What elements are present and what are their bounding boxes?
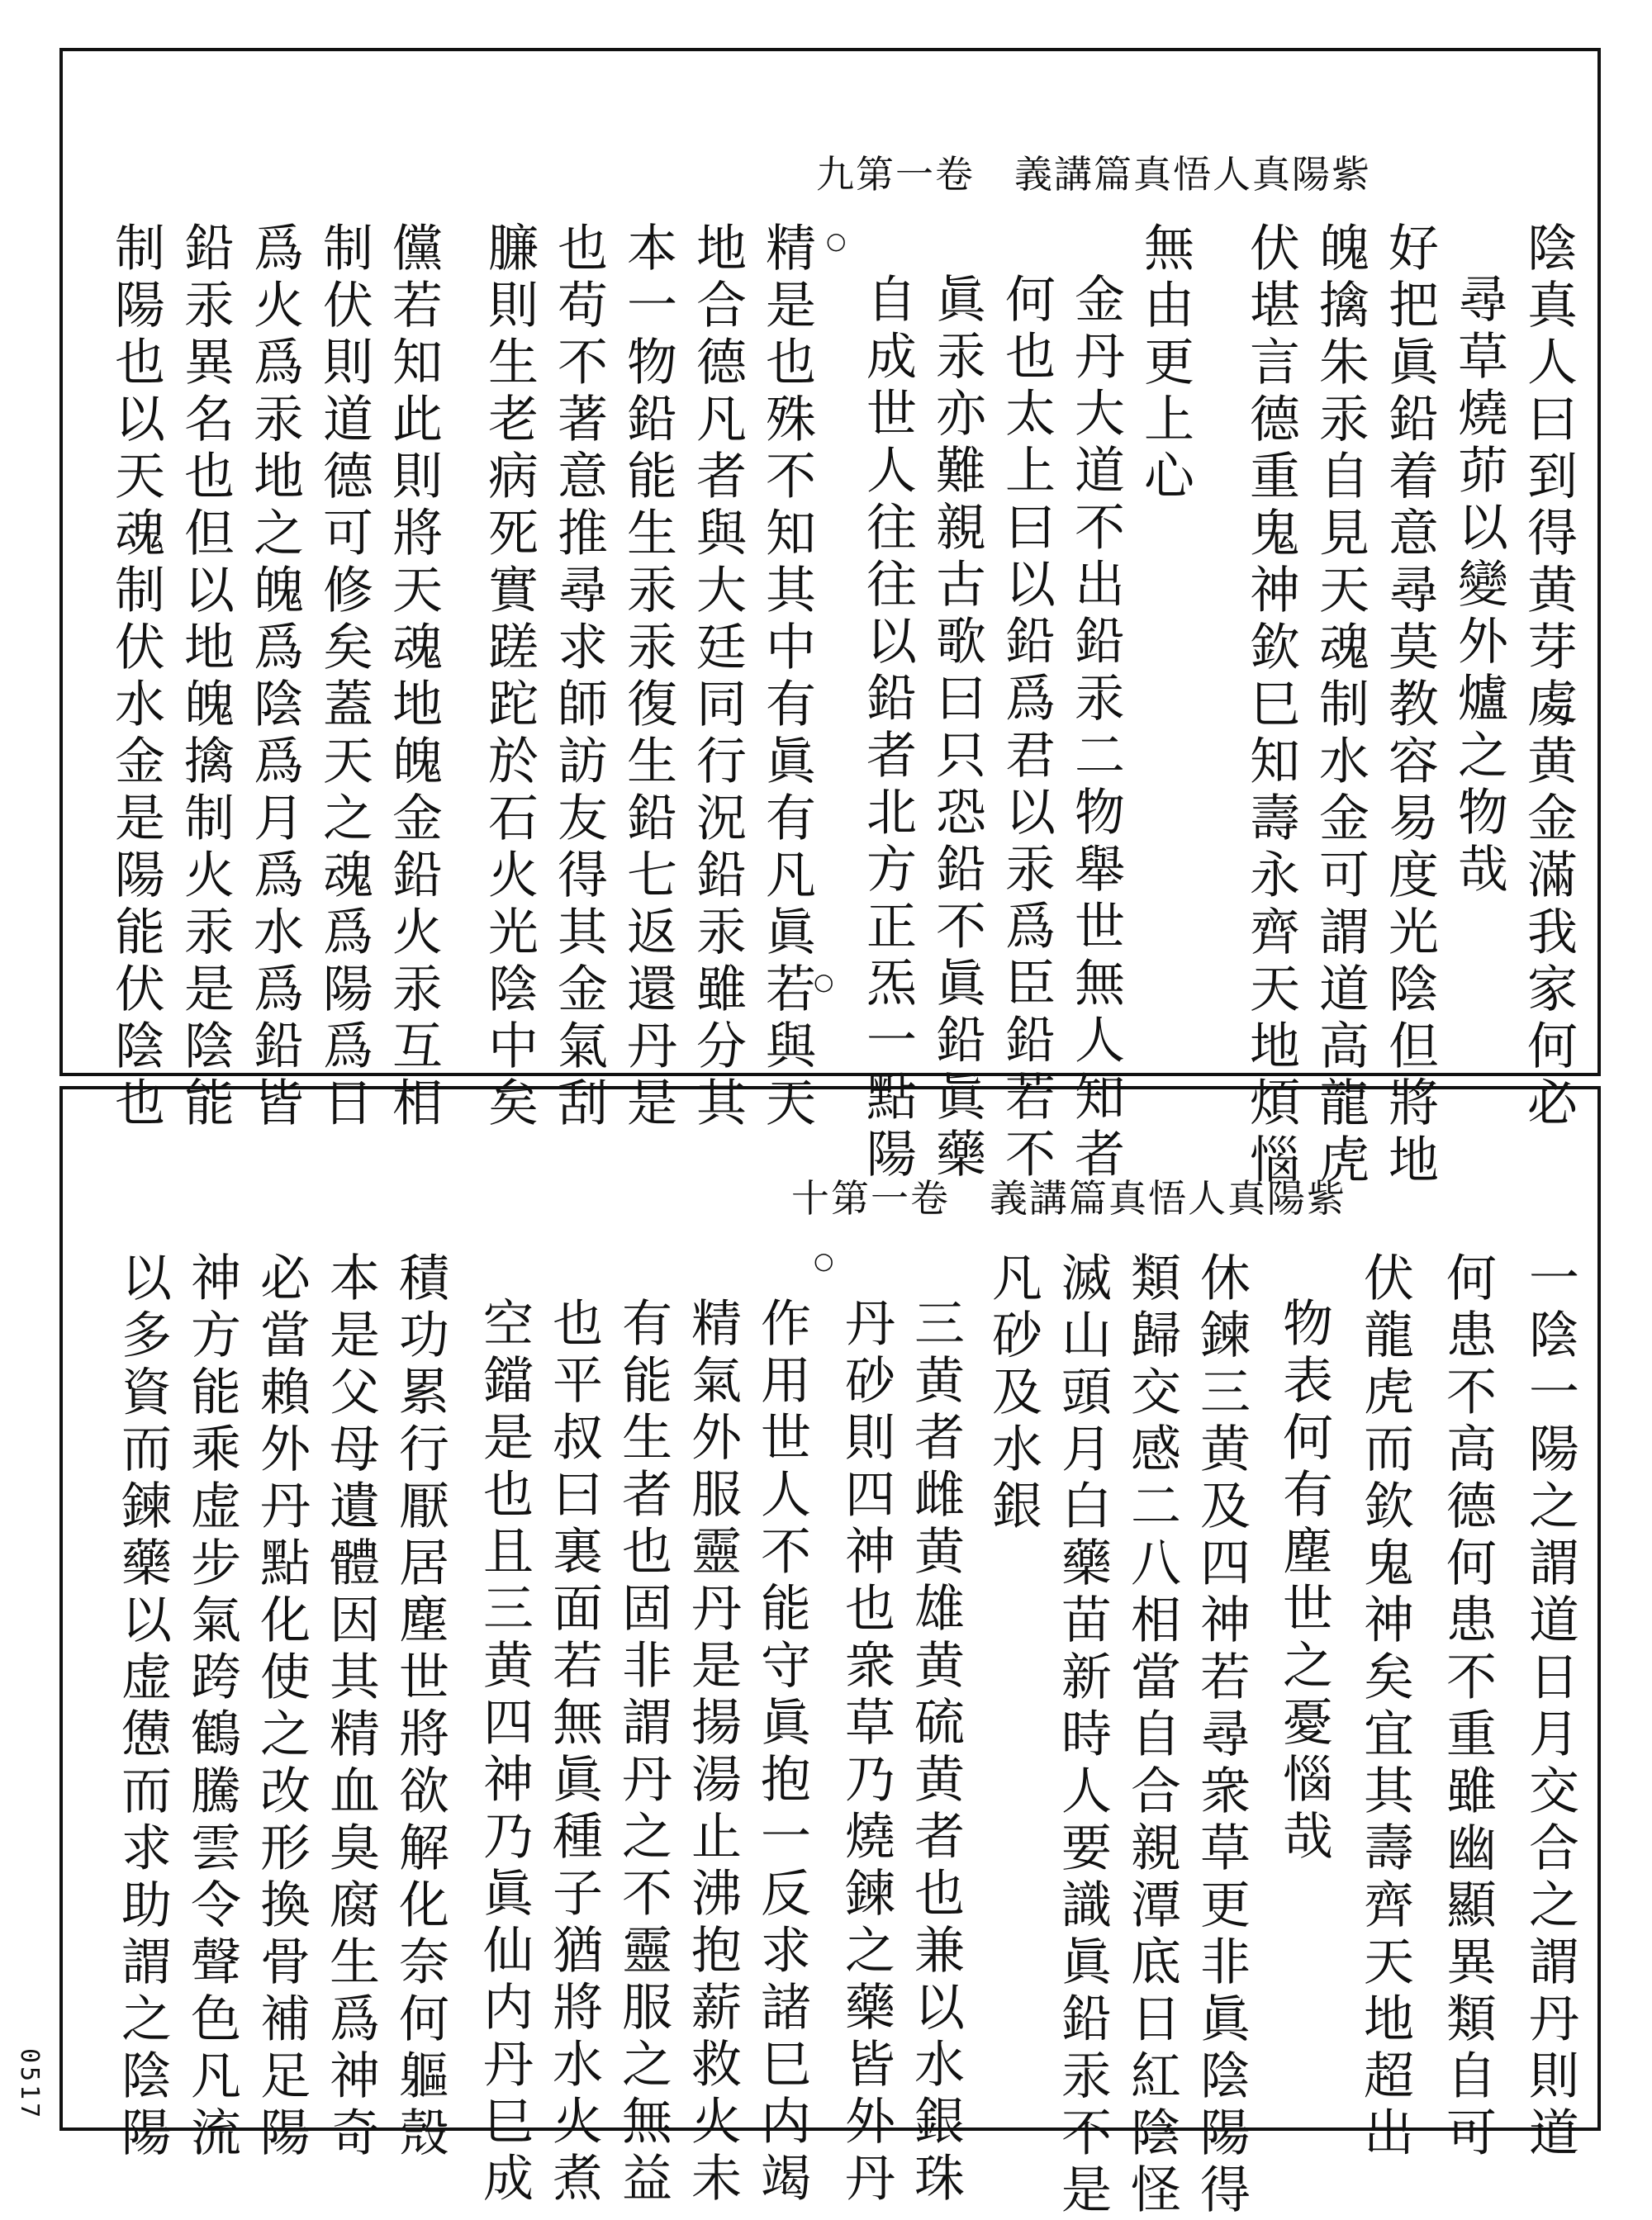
bottom-column: 一陰一陽之謂道日月交合之謂丹則道 [1521, 1251, 1579, 2163]
top-column: 好把眞鉛着意尋莫教容易度光陰但將地 [1380, 221, 1439, 1190]
bottom-column: 休鍊三黄及四神若尋衆草更非眞陰陽得 [1192, 1251, 1251, 2220]
bottom-column: 滅山頭月白藥苗新時人要識眞鉛汞不是 [1053, 1251, 1112, 2220]
top-column: 金丹大道不出鉛汞二物舉世無人知者 [1066, 273, 1125, 1184]
top-column: 陰真人曰到得黄芽䖏黄金滿我家何必 [1519, 221, 1578, 1133]
bottom-page-header: 十第一卷 義講篇真悟人真陽紫 [791, 1176, 1346, 1221]
top-column: 尋草燒茆以變外爐之物哉 [1450, 273, 1508, 899]
top-column: 也苟不著意推尋求師訪友得其金氣刮 [549, 221, 608, 1133]
top-column: 爲火爲汞地之魄爲陰爲月爲水爲鉛皆 [245, 221, 304, 1133]
top-column: 自成世人往往以鉛者北方正炁一點陽 [858, 273, 917, 1184]
bottom-column: 有能生者也固非謂丹之不靈服之無益 [614, 1297, 672, 2208]
top-column: 精是也殊不知其中有眞有凡眞若與天 [757, 221, 816, 1133]
circle-mark-icon: ○ [814, 1247, 834, 1274]
bottom-column: 三黄者雌黄雄黄硫黄者也兼以水銀珠 [906, 1297, 965, 2208]
top-column: 制伏則道德可修矣蓋天之魂爲陽爲日 [315, 221, 373, 1133]
bottom-column: 作用世人不能守眞抱一反求諸巳内竭 [752, 1297, 811, 2208]
bottom-column: 也平叔曰裏面若無眞種子猶將水火煮 [544, 1297, 603, 2208]
page-number: 0517 [15, 2048, 44, 2122]
top-column: 制陽也以天魂制伏水金是陽能伏陰也 [107, 221, 165, 1133]
bottom-column: 何患不高德何患不重雖幽顯異類自可 [1438, 1251, 1497, 2163]
top-column: 地合德凡者與大廷同行況鉛汞雖分其 [688, 221, 747, 1133]
bottom-column: 伏龍虎而欽鬼神矣宜其壽齊天地超出 [1355, 1251, 1414, 2163]
bottom-column: 類歸交感二八相當自合親潭底日紅陰怪 [1123, 1251, 1181, 2220]
bottom-column: 凡砂及水銀 [984, 1251, 1042, 1536]
top-column: 眞汞亦難親古歌曰只恐鉛不眞鉛眞藥 [928, 273, 986, 1184]
top-column: 伏堪言德重鬼神欽巳知壽永齊天地煩惱 [1241, 221, 1300, 1190]
top-column: 鉛汞異名也但以地魄擒制火汞是陰能 [176, 221, 235, 1133]
top-column: 臁則生老病死實蹉跎於石火光陰中矣 [480, 221, 539, 1133]
bottom-column: 丹砂則四神也衆草乃燒鍊之藥皆外丹 [837, 1297, 895, 2208]
bottom-column: 積功累行厭居塵世將欲解化奈何軀殼 [391, 1251, 449, 2163]
circle-mark-icon: ○ [826, 227, 847, 254]
bottom-column: 神方能乘虚步氣跨鶴騰雲令聲色凡流 [183, 1251, 241, 2163]
top-column: 本一物鉛能生汞汞復生鉛七返還丹是 [619, 221, 677, 1133]
bottom-column: 精氣外服靈丹是揚湯止沸抱薪救火未 [683, 1297, 742, 2208]
top-column: 何也太上曰以鉛爲君以汞爲臣鉛若不 [997, 273, 1056, 1184]
top-column: 儻若知此則將天魂地魄金鉛火汞互相 [384, 221, 443, 1133]
bottom-column: 物表何有塵世之憂惱哉 [1275, 1297, 1333, 1867]
top-column: 魄擒朱汞自見天魂制水金可謂道高龍虎 [1311, 221, 1370, 1190]
bottom-column: 必當賴外丹點化使之改形換骨補足陽 [252, 1251, 311, 2163]
bottom-column: 空鐺是也且三黄四神乃眞仙内丹巳成 [475, 1297, 534, 2208]
circle-mark-icon: ○ [814, 968, 834, 995]
bottom-column: 以多資而鍊藥以虚憊而求助謂之陰陽 [113, 1251, 172, 2163]
top-page-header: 九第一卷 義講篇真悟人真陽紫 [816, 152, 1371, 197]
bottom-column: 本是父母遺體因其精血臭腐生爲神奇 [321, 1251, 380, 2163]
top-column: 無由更上心 [1136, 221, 1194, 506]
